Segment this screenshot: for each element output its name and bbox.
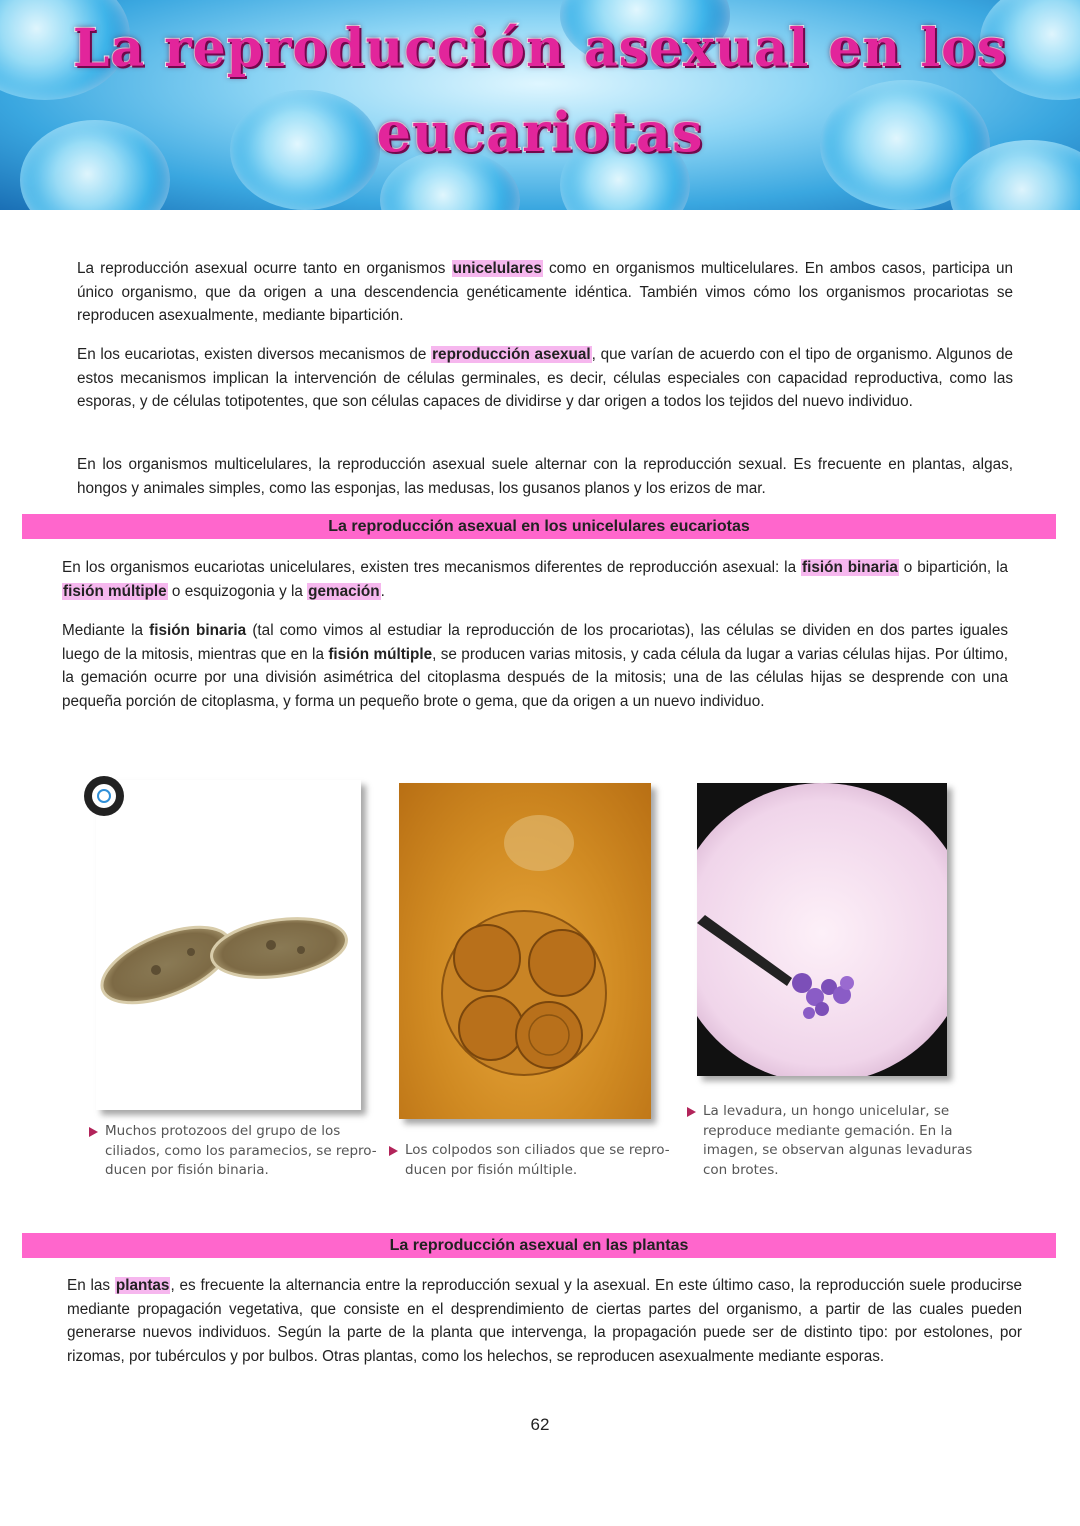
caption-arrow-icon bbox=[89, 1127, 98, 1137]
header-banner bbox=[0, 0, 1080, 210]
caption-arrow-icon bbox=[389, 1146, 398, 1156]
intro-paragraph-1: La reproducción asexual ocurre tanto en organismos unicelulares como en organismos multicelulares. En ambos casos, participa un único organismo, que da origen a una descendencia genéticamente idéntica. También vimos cómo los organismos procariotas se reproducen asexualmente, mediante bipartición. bbox=[77, 260, 1014, 324]
intro-paragraph-2: En los eucariotas, existen diversos mecanismos de reproducción asexual, que varían de acuerdo con el tipo de organismo. Algunos de estos mecanismos implican la intervención de células germinales, es decir, células especiales con capacidad reproductiva, como las esporas, y de células totipotentes, que son células capaces de dividirse y dar origen a todos los tejidos del nuevo individuo. bbox=[77, 346, 1013, 410]
caption-arrow-icon bbox=[687, 1107, 696, 1117]
highlight-term: unicelulares bbox=[452, 260, 542, 277]
figure-caption-2: Los colpodos son ciliados que se repro- ducen por fisión múltiple. bbox=[389, 1141, 685, 1180]
highlight-term: gemación bbox=[308, 582, 380, 600]
highlight-term: plantas bbox=[115, 1277, 170, 1294]
highlight-term: fisión múltiple bbox=[63, 582, 167, 600]
highlight-term: reproducción asexual bbox=[432, 346, 591, 363]
highlight-term: fisión binaria bbox=[802, 559, 898, 576]
intro-paragraph-3: En los organismos multicelulares, la reproducción asexual suele alternar con la reproducción sexual. Es frecuente en plantas, algas, hongos y animales simples, como las esponjas, las medusas, los gusanos planos y los erizos de mar. bbox=[77, 456, 1013, 497]
figure-caption-3: La levadura, un hongo unicelular, se reproduce mediante gemación. En la imagen, se observan algunas levaduras con brotes. bbox=[687, 1102, 983, 1180]
section1-paragraph-2: Mediante la fisión binaria (tal como vimos al estudiar la reproducción de los procariotas), las células se dividen en dos partes iguales luego de la mitosis, mientras que en la fisión múltiple, se producen varias mitosis, y cada célula da lugar a varias células hijas. Por último, la gemación ocurre por una división asimétrica del citoplasma después de la mitosis; una de las células hijas se desprende con una pequeña porción de citoplasma, y forma un pequeño brote o gema, que da origen a un nuevo individuo. bbox=[62, 622, 1008, 710]
page-number: 62 bbox=[530, 1415, 550, 1434]
paramecium-photo bbox=[96, 780, 361, 1110]
yeast-photo bbox=[697, 783, 947, 1076]
page-title-line2: eucariotas bbox=[376, 100, 704, 164]
colpoda-photo bbox=[399, 783, 651, 1119]
section-heading-unicelulares: La reproducción asexual en los unicelulares eucariotas bbox=[22, 514, 1056, 539]
section2-paragraph-1: En las plantas, es frecuente la alternancia entre la reproducción sexual y la asexual. En este último caso, la reproducción suele producirse mediante propagación vegetativa, que consiste en el desprendimiento de ciertas partes del organismo, a partir de las cuales pueden generarse nuevos individuos. Según la parte de la planta que intervenga, la propagación puede ser de distinto tipo: por estolones, por rizomas, por tubérculos y por bulbos. Otras plantas, como los helechos, se reproducen asexualmente mediante esporas. bbox=[67, 1277, 1023, 1365]
page-title-line1: La reproducción asexual en los bbox=[72, 18, 1008, 79]
logo-icon bbox=[84, 776, 124, 816]
section1-paragraph-1: En los organismos eucariotas unicelulares, existen tres mecanismos diferentes de reproducción asexual: la fisión binaria o bipartición, la fisión múltiple o esquizogonia y la gemación. bbox=[62, 559, 1009, 600]
section-heading-plantas: La reproducción asexual en las plantas bbox=[22, 1233, 1056, 1258]
figure-caption-1: Muchos protozoos del grupo de los ciliados, como los paramecios, se repro- ducen por fisión binaria. bbox=[89, 1122, 385, 1181]
